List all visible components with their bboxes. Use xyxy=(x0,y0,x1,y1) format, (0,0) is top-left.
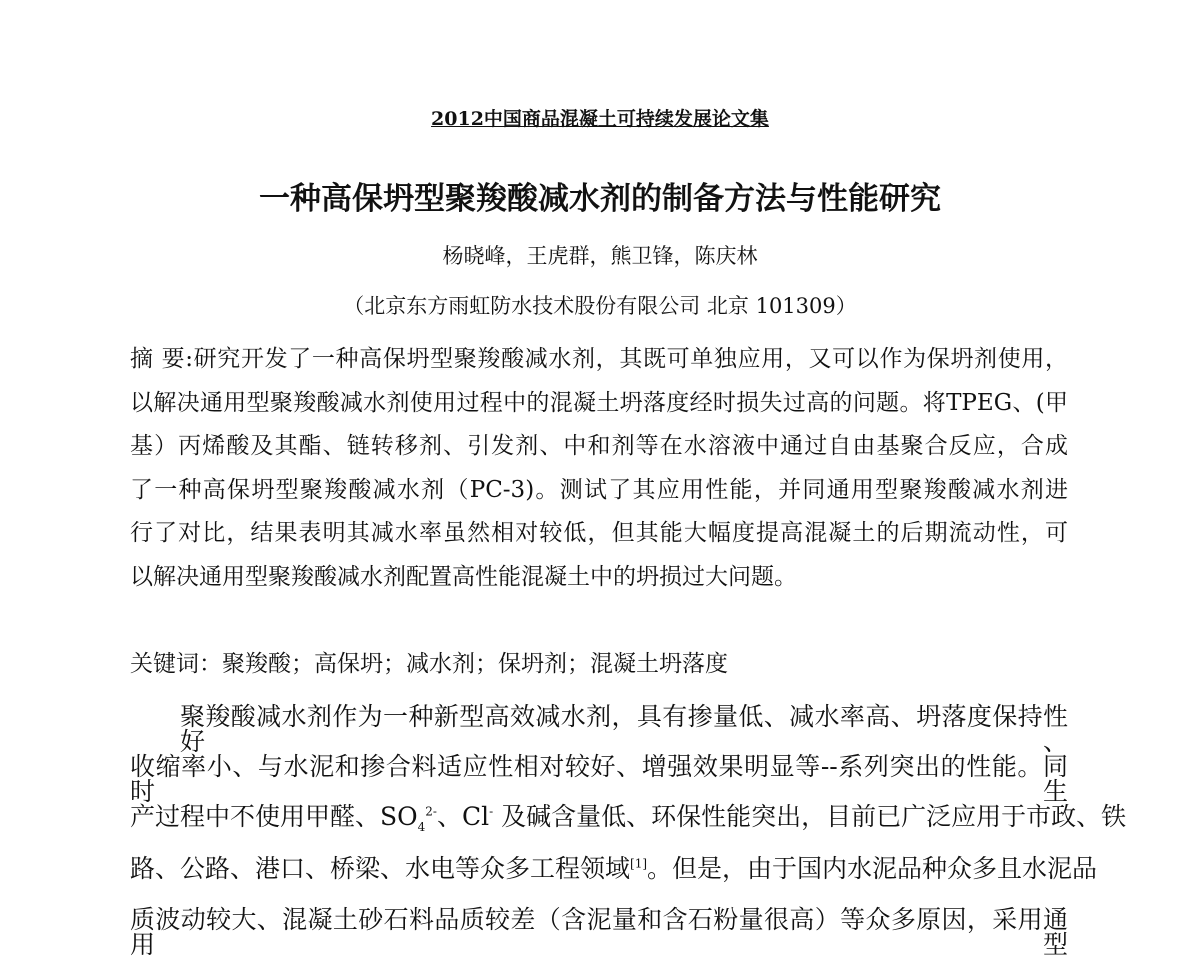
body-line: 收缩率小、与水泥和掺合料适应性相对较好、增强效果明显等--系列突出的性能。同时生 xyxy=(130,752,1068,806)
affiliation: （北京东方雨虹防水技术股份有限公司 北京 101309） xyxy=(343,294,857,318)
keywords: 关键词：聚羧酸；高保坍；减水剂；保坍剂；混凝土坍落度 xyxy=(130,651,728,677)
text: 路、公路、港口、桥梁、水电等众多工程领域 xyxy=(130,854,631,883)
citation-ref: [1] xyxy=(630,856,648,871)
body-line xyxy=(130,854,1098,883)
subscript: 4 xyxy=(417,820,426,834)
abstract-line: 了一种高保坍型聚羧酸减水剂（PC-3)。测试了其应用性能，并同通用型聚羧酸减水剂进 xyxy=(130,477,1068,503)
abstract-line: 以解决通用型聚羧酸减水剂配置高性能混凝土中的坍损过大问题。 xyxy=(130,564,797,590)
abstract-line: 行了对比，结果表明其减水率虽然相对较低，但其能大幅度提高混凝土的后期流动性，可 xyxy=(130,520,1068,546)
superscript: 2- xyxy=(425,804,437,819)
text: 产过程中不使用甲醛、SO xyxy=(130,802,418,831)
abstract-line: 摘 要:研究开发了一种高保坍型聚羧酸减水剂，其既可单独应用，又可以作为保坍剂使用， xyxy=(130,346,1068,372)
body-line: 质波动较大、混凝土砂石料品质较差（含泥量和含石粉量很高）等众多原因，采用通用型 xyxy=(130,905,1068,959)
body-line xyxy=(130,802,1127,834)
abstract-line: 基）丙烯酸及其酯、链转移剂、引发剂、中和剂等在水溶液中通过自由基聚合反应，合成 xyxy=(130,433,1068,459)
body-line: 聚羧酸减水剂作为一种新型高效减水剂，具有掺量低、减水率高、坍落度保持性好、 xyxy=(180,702,1068,756)
text: 。但是，由于国内水泥品种众多且水泥品 xyxy=(647,854,1098,883)
text: 及碱含量低、环保性能突出，目前已广泛应用于市政、铁 xyxy=(493,802,1127,831)
superscript: - xyxy=(489,804,494,819)
proceedings-header-text: 2012中国商品混凝土可持续发展论文集 xyxy=(431,108,769,130)
authors: 杨晓峰，王虎群，熊卫锋，陈庆林 xyxy=(442,244,758,268)
abstract-line: 以解决通用型聚羧酸减水剂使用过程中的混凝土坍落度经时损失过高的问题。将TPEG、(甲 xyxy=(130,390,1068,416)
text: 、Cl xyxy=(436,802,490,831)
proceedings-header xyxy=(0,110,1200,129)
paper-title: 一种高保坍型聚羧酸减水剂的制备方法与性能研究 xyxy=(259,181,941,217)
